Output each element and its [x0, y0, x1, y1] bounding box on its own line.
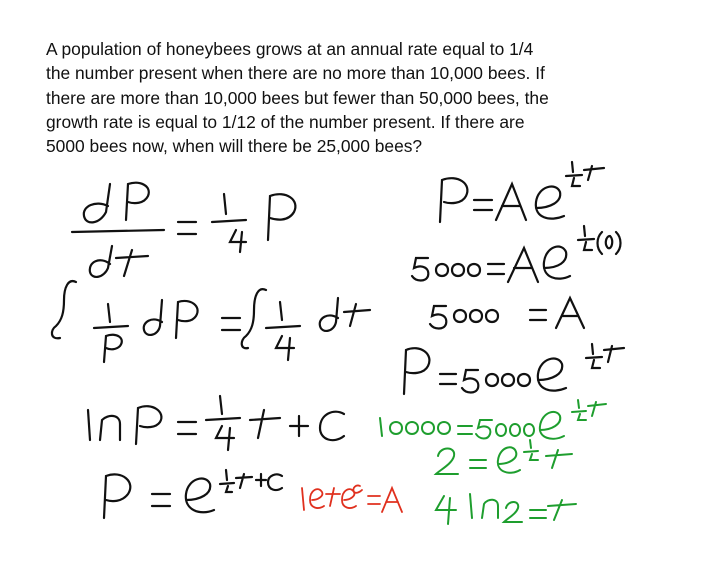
- problem-line: 5000 bees now, when will there be 25,000 bees?: [46, 136, 423, 157]
- problem-line: the number present when there are no more than 10,000 bees. If: [46, 63, 545, 84]
- log-equation: [88, 396, 344, 450]
- derivative-equation: [72, 183, 295, 277]
- right-column-work: [404, 162, 624, 394]
- problem-line: A population of honeybees grows at an annual rate equal to 1/4: [46, 39, 534, 59]
- integral-equation: [52, 281, 370, 362]
- exponential-equation: [104, 470, 282, 518]
- red-note: [302, 485, 402, 512]
- problem-line: growth rate is equal to 1/12 of the number present. If there are: [46, 111, 525, 132]
- problem-line: there are more than 10,000 bees but fewer than 50,000 bees, the: [46, 87, 549, 108]
- green-work: [380, 400, 606, 524]
